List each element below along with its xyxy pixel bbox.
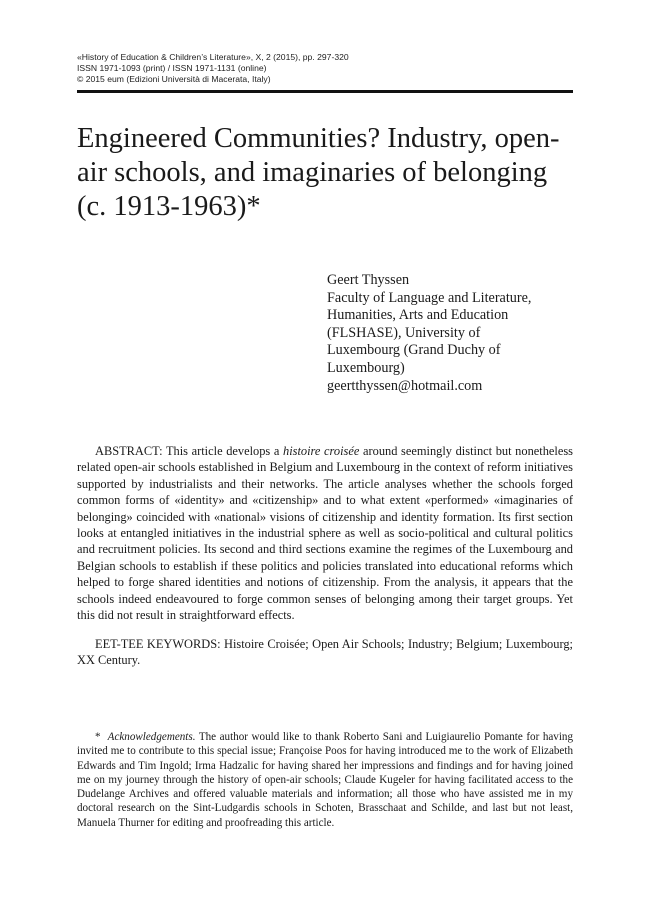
journal-citation: «History of Education & Children’s Literature», X, 2 (2015), pp. 297-320 <box>77 52 349 62</box>
article-title: Engineered Communities? Industry, open-air schools, and imaginaries of belonging (c. 1913-1963)* <box>77 123 560 222</box>
author-affiliation-line: (FLSHASE), University of <box>327 324 481 341</box>
journal-copyright: © 2015 eum (Edizioni Università di Macerata, Italy) <box>77 74 271 84</box>
abstract-italic-term: histoire croisée <box>283 444 360 458</box>
abstract-lead: ABSTRACT: This article develops a <box>95 444 284 458</box>
header-rule <box>77 90 573 93</box>
acknowledgements-footnote <box>77 730 573 830</box>
author-email[interactable]: geertthyssen@hotmail.com <box>327 377 483 394</box>
author-affiliation-line: Faculty of Language and Literature, <box>327 289 532 306</box>
journal-issn: ISSN 1971-1093 (print) / ISSN 1971-1131 (online) <box>77 63 267 73</box>
footnote-marker: * <box>95 731 101 743</box>
author-name: Geert Thyssen <box>327 272 410 288</box>
journal-header <box>77 52 573 85</box>
abstract-body: around seemingly distinct but nonetheless related open-air schools established in Belgium and Luxembourg in the context of reform initiatives supported by industrialists and their networks. The article analyses whether the schools forged common forms of «identity» and «citizenship» and to what extent «performed» «imaginaries of belonging» coincided with «national» visions of citizenship and identity formation. Its first section looks at entangled initiatives in the industrial sphere as well as socio-political and cultural politics and recruitment policies. Its second and third sections examine the regimes of the Luxembourg and Belgian schools to establish if these politics and policies translated into educational reforms which helped to forge shared identities and notions of citizenship. From the analysis, it appears that the schools indeed endeavoured to forge common senses of belonging among their target groups. Yet this did not result in straightforward effects. <box>77 444 573 623</box>
footnote-label: Acknowledgements. <box>107 731 196 743</box>
author-affiliation-line: Luxembourg) <box>327 359 405 376</box>
author-affiliation-line: Humanities, Arts and Education <box>327 307 509 324</box>
footnote-body: The author would like to thank Roberto Sani and Luigiaurelio Pomante for having invited me to contribute to this special issue; Françoise Poos for having introduced me to the work of Elizabeth Edwards and Tim Ingold; Irma Hadzalic for having shared her impressions and findings and for having joined me on my journey through the history of open-air schools; Claude Kugeler for having facilitated access to the Dudelange Archives and offered valuable materials and information; all those who have assisted me in my doctoral research on the Sint-Ludgardis schools in Schoten, Brasschaat and Schilde, and last but not least, Manuela Thurner for editing and proofreading this article. <box>77 731 574 829</box>
author-block <box>327 272 577 395</box>
author-affiliation-line: Luxembourg (Grand Duchy of <box>327 342 501 359</box>
abstract <box>77 443 573 623</box>
keywords: EET-TEE KEYWORDS: Histoire Croisée; Open Air Schools; Industry; Belgium; Luxembourg; XX Century. <box>77 637 573 668</box>
